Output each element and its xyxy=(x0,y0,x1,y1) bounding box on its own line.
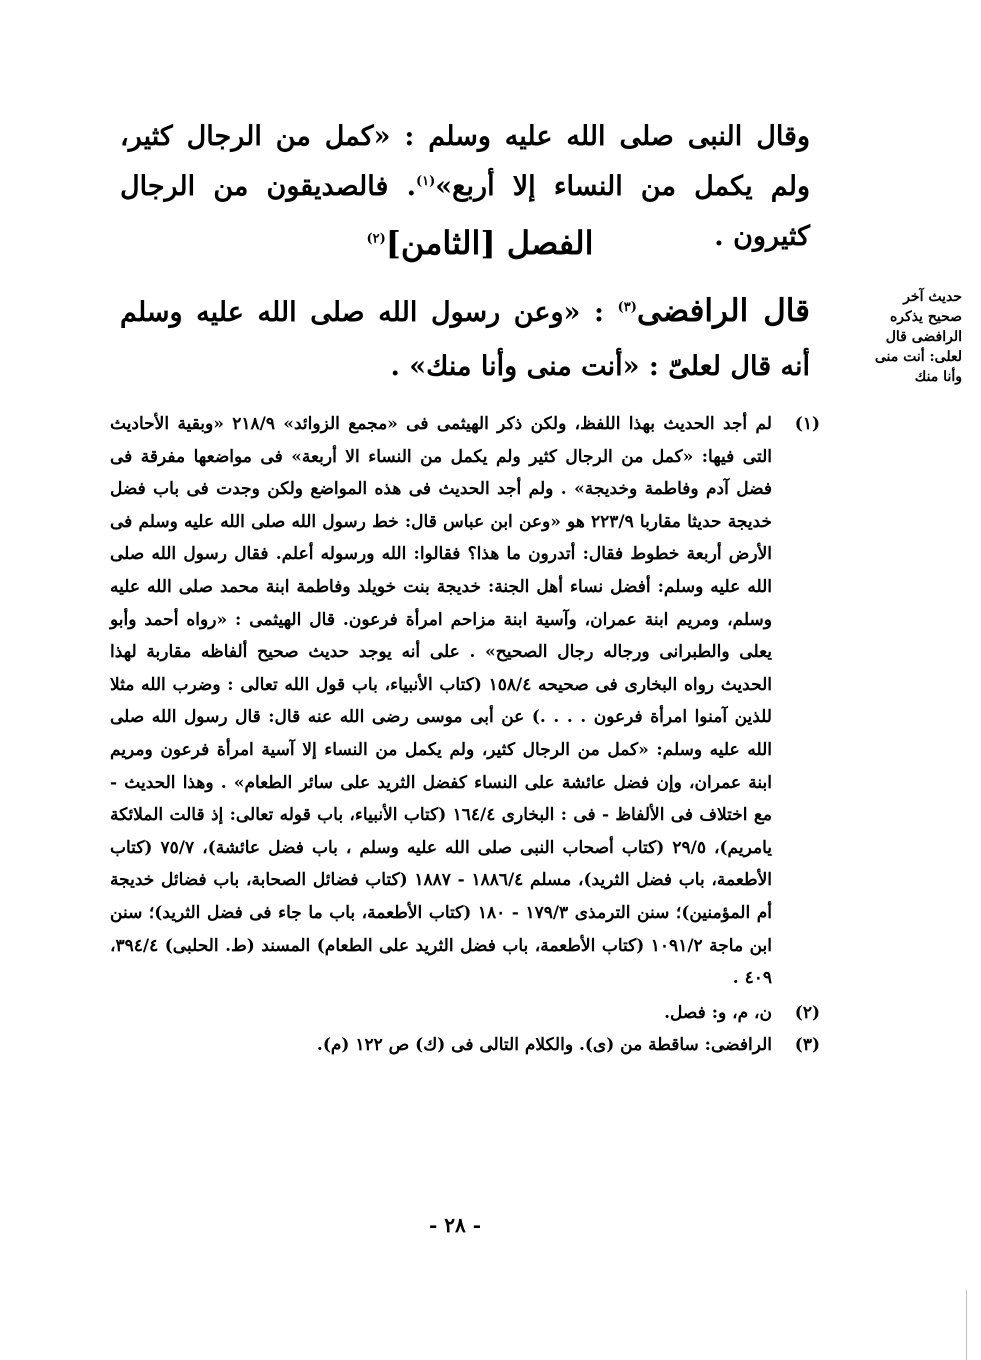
footnote-text: لم أجد الحديث بهذا اللفظ، ولكن ذكر الهيثمى فى «مجمع الزوائد» ٢١٨/٩ «وبقية الأحاديث التى فيها: «كمل من الرجال كثير ولم يكمل من النساء الا أربعة» فى مواضعها مفرقة فى فضل آدم وفاطمة وخديجة» . ولم أجد الحديث فى هذه المواضع ولكن وجدت فى باب فضل خديجة حديثا مقاربا ٢٢٣/٩ هو «وعن ابن عباس قال: خط رسول الله صلى الله عليه وسلم فى الأرض أربعة خطوط فقال: أتدرون ما هذا؟ فقالوا: الله ورسوله أعلم. فقال رسول الله صلى الله عليه وسلم: أفضل نساء أهل الجنة: خديجة بنت خويلد وفاطمة ابنة محمد صلى الله عليه وسلم، ومريم ابنة عمران، وآسية ابنة مزاحم امرأة فرعون. قال الهيثمى : «رواه أحمد وأبو يعلى والطبرانى ورجاله رجال الصحيح» . على أنه يوجد حديث صحيح ألفاظه مقاربة لهذا الحديث رواه البخارى فى صحيحه ١٥٨/٤ (كتاب الأنبياء، باب قول الله تعالى : وضرب الله مثلا للذين آمنوا امرأة فرعون . . . .) عن أبى موسى رضى الله عنه قال: قال رسول الله صلى الله عليه وسلم: «كمل من الرجال كثير، ولم يكمل من النساء إلا آسية امرأة فرعون ومريم ابنة عمران، وإن فضل عائشة على النساء كفضل الثريد على سائر الطعام» . وهذا الحديث - مع اختلاف فى الألفاظ - فى : البخارى ١٦٤/٤ (كتاب الأنبياء، باب قوله تعالى: إذ قالت الملائكة يامريم)، ٢٩/٥ (كتاب أصحاب النبى صلى الله عليه وسلم ، باب فضل عائشة)، ٧٥/٧ (كتاب الأطعمة، باب فضل الثريد)، مسلم ١٨٨٦/٤ - ١٨٨٧ (كتاب فضائل الصحابة، باب فضائل خديجة أم المؤمنين)؛ سنن الترمذى ١٧٩/٣ - ١٨٠ (كتاب الأطعمة، باب ما جاء فى فضل الثريد)؛ سنن ابن ماجة ١٠٩١/٢ (كتاب الأطعمة، باب فضل الثريد على الطعام) المسند (ط. الحلبى) ٣٩٤/٤، ٤٠٩ . xyxy=(110,414,773,989)
footnote-2 xyxy=(110,997,820,1030)
chapter-title: الفصل [الثامن] xyxy=(385,224,594,262)
footnotes-section xyxy=(110,408,820,1062)
quote-text: : «وعن رسول الله صلى الله عليه وسلم أنه قال لعلىّ : «أنت منى وأنا منك» . xyxy=(120,297,810,382)
chapter-footnote-ref[interactable]: (٢) xyxy=(366,231,386,247)
margin-note: حديث آخر صحيح يذكره الرافضى قال لعلى: أنت منى وأنا منك xyxy=(874,289,962,385)
page-number: - ٢٨ - xyxy=(428,1213,481,1237)
rafidi-quote-paragraph xyxy=(120,284,810,394)
speaker-label: قال الرافضى xyxy=(636,293,810,329)
intro-footnote-ref[interactable]: (١) xyxy=(416,174,436,189)
footnote-number: (٣) xyxy=(794,1035,820,1056)
chapter-heading xyxy=(300,218,660,268)
quote-footnote-ref[interactable]: (٣) xyxy=(617,300,637,315)
intro-tail: . فالصديقون من الرجال كثيرون . xyxy=(120,171,810,252)
footnote-number: (١) xyxy=(794,414,820,434)
footnote-number: (٢) xyxy=(794,1002,820,1023)
scan-edge-line xyxy=(966,1290,967,1360)
footnote-text: الرافضى: ساقطة من (ى). والكلام التالى فى (ك) ص ١٢٢ (م). xyxy=(316,1035,772,1056)
intro-text: وقال النبى صلى الله عليه وسلم : «كمل من الرجال كثير، ولم يكمل من النساء إلا أربع» xyxy=(120,121,810,202)
footnote-3 xyxy=(110,1029,820,1062)
footnote-text: ن، م، و: فصل. xyxy=(664,1002,772,1023)
footnote-1 xyxy=(110,408,820,995)
